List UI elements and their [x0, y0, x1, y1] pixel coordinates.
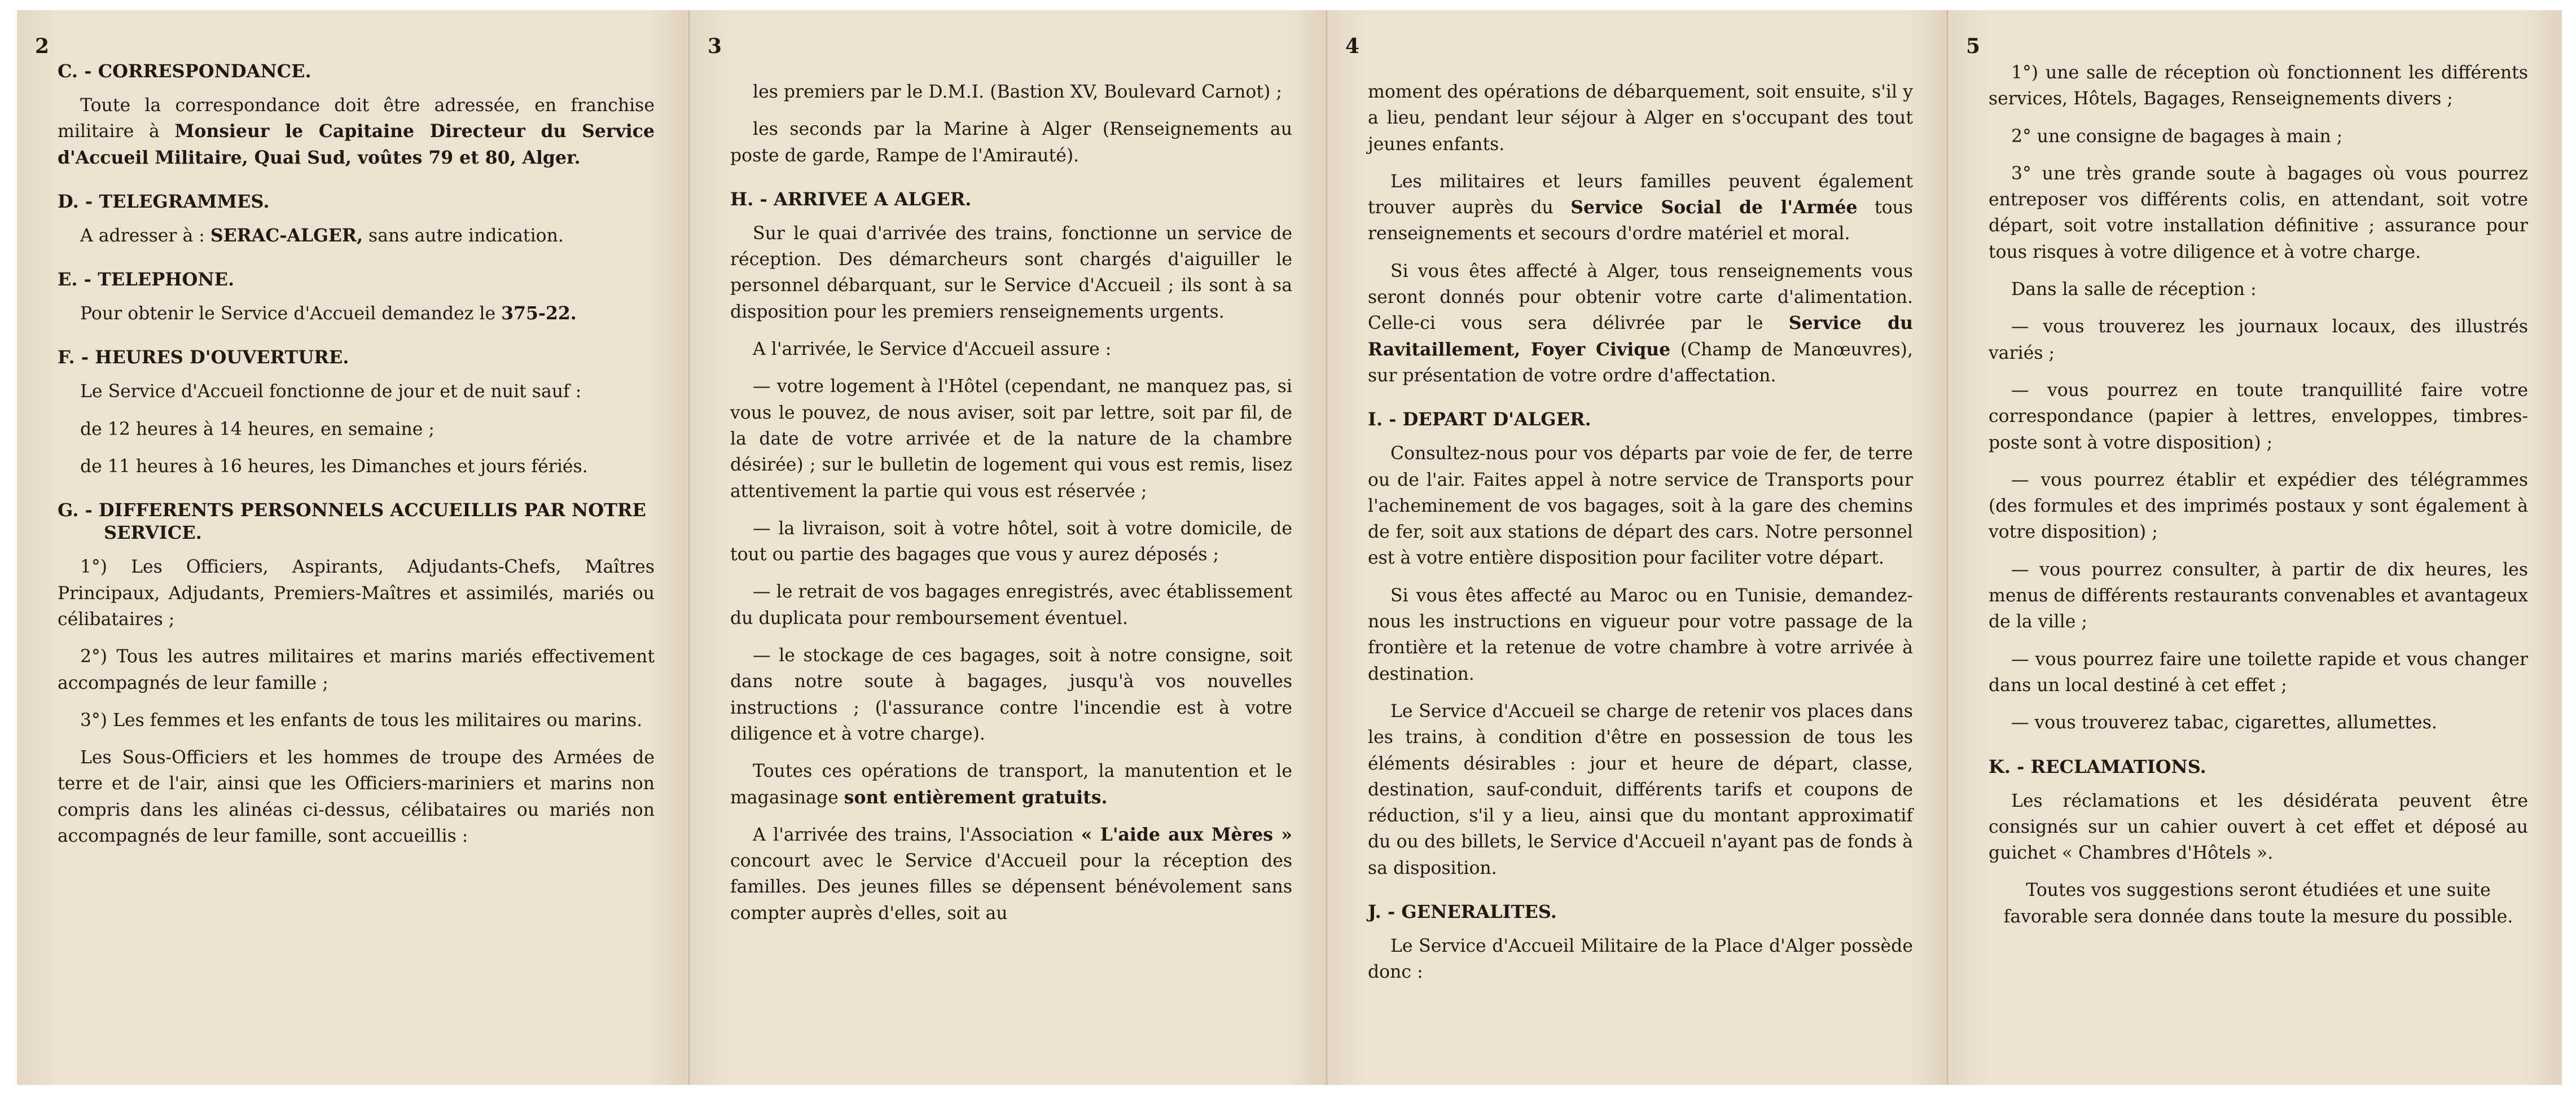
page-number: 5 — [1966, 34, 1981, 58]
section-d-text: A adresser à : SERAC-ALGER, sans autre indication. — [80, 225, 564, 246]
page-3 — [688, 10, 1326, 1085]
page-number: 3 — [708, 34, 722, 58]
facility-item-2: 2° une consigne de bagages à main ; — [2011, 126, 2343, 147]
section-i-text-1: Consultez-nous pour vos départs par voie de fer, de terre ou de l'air. Faites appel à notre service de Transports pour l'acheminement de vos bagages, soit à la gare des chemins de fer, soit aux stations de départ des cars. Notre personnel est à votre entière disposition pour faciliter votre départ. — [1368, 443, 1913, 569]
section-g-item-2: 2°) Tous les autres militaires et marins mariés effectivement accompagnés de leur famille ; — [58, 647, 655, 693]
section-i-title: I. - DEPART D'ALGER. — [1368, 408, 1591, 430]
section-h-item-delivery: — la livraison, soit à votre hôtel, soit à votre domicile, de tout ou partie des bagages que vous y aurez déposés ; — [730, 518, 1292, 565]
section-h-text-free: Toutes ces opérations de transport, la manutention et le magasinage sont entièrement gratuits. — [730, 761, 1292, 808]
page-number: 2 — [35, 34, 50, 58]
social-service-text: Les militaires et leurs familles peuvent également trouver auprès du Service Social de l'Armée tous renseignements et secours d'ordre matériel et moral. — [1368, 171, 1913, 244]
section-h-text-2: A l'arrivée, le Service d'Accueil assure : — [753, 339, 1112, 360]
page-2 — [17, 10, 688, 1085]
section-h-item-storage: — le stockage de ces bagages, soit à notre consigne, soit dans notre soute à bagages, jusqu'à vos nouvelles instructions ; (l'assurance contre l'incendie est à votre diligence et à votre charge). — [730, 645, 1292, 744]
reception-item-menus: — vous pourrez consulter, à partir de dix heures, les menus de différents restaurants convenables et avantageux de la ville ; — [1989, 559, 2528, 632]
section-h-item-lodging: — votre logement à l'Hôtel (cependant, ne manquez pas, si vous le pouvez, de nous aviser, soit par lettre, soit par fil, de la date de votre arrivée et de la nature de la chambre désirée) ; sur le bulletin de logement qui vous est remis, lisez attentivement la partie qui vous est réservée ; — [730, 376, 1292, 502]
continued-text-1: les premiers par le D.M.I. (Bastion XV, Boulevard Carnot) ; — [753, 82, 1282, 102]
section-i-text-2: Si vous êtes affecté au Maroc ou en Tunisie, demandez-nous les instructions en vigueur pour votre passage de la frontière et la retenue de votre chambre à votre arrivée à destination. — [1368, 585, 1913, 684]
page-number: 4 — [1345, 34, 1360, 58]
section-j-text: Le Service d'Accueil Militaire de la Place d'Alger possède donc : — [1368, 936, 1913, 983]
section-h-title: H. - ARRIVEE A ALGER. — [730, 188, 972, 210]
reception-room-intro: Dans la salle de réception : — [2011, 279, 2257, 300]
section-i-text-3: Le Service d'Accueil se charge de retenir vos places dans les trains, à condition d'être en possession de tous les éléments désirables : jour et heure de départ, classe, destination, sauf-conduit, différents tarifs et coupons de réduction, s'il y a lieu, ainsi que du montant approximatif du ou des billets, le Service d'Accueil n'ayant pas de fonds à sa disposition. — [1368, 701, 1913, 878]
reception-item-correspondence: — vous pourrez en toute tranquillité faire votre correspondance (papier à lettres, enveloppes, timbres-poste sont à votre disposition) ; — [1989, 380, 2528, 453]
facility-item-1: 1°) une salle de réception où fonctionnent les différents services, Hôtels, Bagages, Renseignements divers ; — [1989, 63, 2528, 109]
section-g-item-3: 3°) Les femmes et les enfants de tous les militaires ou marins. — [80, 710, 643, 731]
section-e-title: E. - TELEPHONE. — [58, 269, 235, 291]
section-d-title: D. - TELEGRAMMES. — [58, 190, 270, 212]
reception-item-telegrams: — vous pourrez établir et expédier des télégrammes (des formules et des imprimés postaux y sont également à votre disposition) ; — [1989, 469, 2528, 543]
continued-text-1: moment des opérations de débarquement, soit ensuite, s'il y a lieu, pendant leur séjour à Alger en s'occupant des tout jeunes enfants. — [1368, 82, 1913, 155]
food-card-text: Si vous êtes affecté à Alger, tous renseignements vous seront donnés pour obtenir votre carte d'alimentation. Celle-ci vous sera délivrée par le Service du Ravitaillement, Foyer Civique (Champ de Manœuvres), sur présentation de votre ordre d'affectation. — [1368, 261, 1913, 386]
section-f-sunday-hours: de 11 heures à 16 heures, les Dimanches et jours fériés. — [80, 456, 588, 477]
reception-item-tobacco: — vous trouverez tabac, cigarettes, allumettes. — [2011, 713, 2437, 733]
section-j-title: J. - GENERALITES. — [1368, 901, 1557, 923]
section-k-text-2: Toutes vos suggestions seront étudiées et une suite favorable sera donnée dans toute la mesure du possible. — [2003, 880, 2513, 927]
section-e-text: Pour obtenir le Service d'Accueil demandez le 375-22. — [80, 303, 577, 324]
section-c-text: Toute la correspondance doit être adressée, en franchise militaire à Monsieur le Capitaine Directeur du Service d'Accueil Militaire, Quai Sud, voûtes 79 et 80, Alger. — [58, 95, 655, 168]
facility-item-3: 3° une très grande soute à bagages où vous pourrez entreposer vos différents colis, en attendant, soit votre départ, soit votre installation définitive ; assurance pour tous risques à votre diligence et à votre charge. — [1989, 163, 2528, 262]
section-g-text: Les Sous-Officiers et les hommes de troupe des Armées de terre et de l'air, ainsi que les Officiers-mariniers et marins non compris dans les alinéas ci-dessus, célibataires ou mariés non accompagnés de leur famille, sont accueillis : — [58, 748, 655, 847]
section-g-title: G. - DIFFERENTS PERSONNELS ACCUEILLIS PAR NOTRE SERVICE. — [58, 499, 646, 544]
section-c-title: C. - CORRESPONDANCE. — [58, 60, 311, 82]
section-h-text-association: A l'arrivée des trains, l'Association « L'aide aux Mères » concourt avec le Service d'Accueil pour la réception des familles. Des jeunes filles se dépensent bénévolement sans compter auprès d'elles, soit au — [730, 824, 1292, 924]
reception-item-toilet: — vous pourrez faire une toilette rapide et vous changer dans un local destiné à cet effet ; — [1989, 649, 2528, 696]
page-5 — [1947, 10, 2562, 1085]
section-f-text: Le Service d'Accueil fonctionne de jour et de nuit sauf : — [80, 381, 582, 402]
section-g-item-1: 1°) Les Officiers, Aspirants, Adjudants-Chefs, Maîtres Principaux, Adjudants, Premiers-Maîtres et assimilés, mariés ou célibataires ; — [58, 557, 655, 630]
section-f-weekday-hours: de 12 heures à 14 heures, en semaine ; — [80, 419, 435, 439]
reception-item-newspapers: — vous trouverez les journaux locaux, des illustrés variés ; — [1989, 316, 2528, 363]
section-k-title: K. - RECLAMATIONS. — [1989, 755, 2206, 777]
page-4 — [1326, 10, 1947, 1085]
brochure — [17, 10, 2562, 1085]
section-h-text-1: Sur le quai d'arrivée des trains, fonctionne un service de réception. Des démarcheurs sont chargés d'aiguiller le personnel débarquant, sur le Service d'Accueil ; ils sont à sa disposition pour les premiers renseignements urgents. — [730, 223, 1292, 322]
continued-text-2: les seconds par la Marine à Alger (Renseignements au poste de garde, Rampe de l'Amirauté). — [730, 119, 1292, 166]
section-f-title: F. - HEURES D'OUVERTURE. — [58, 346, 349, 368]
section-h-item-withdrawal: — le retrait de vos bagages enregistrés, avec établissement du duplicata pour remboursement éventuel. — [730, 582, 1292, 628]
section-k-text-1: Les réclamations et les désidérata peuvent être consignés sur un cahier ouvert à cet effet et déposé au guichet « Chambres d'Hôtels ». — [1989, 790, 2528, 864]
